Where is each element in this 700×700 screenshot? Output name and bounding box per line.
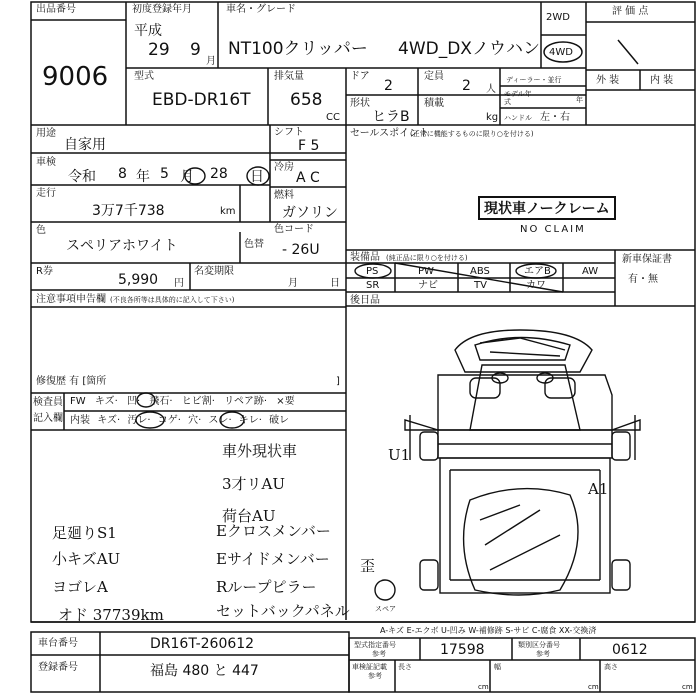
check-chip: 飛石 bbox=[149, 396, 170, 407]
notes-label: 注意事項申告欄 bbox=[36, 294, 106, 305]
model-year-unit: 年 bbox=[576, 96, 583, 104]
note-3ori: 3才リAU bbox=[222, 475, 286, 493]
model-code: EBD-DR16T bbox=[152, 90, 251, 110]
inspection-month: 5 bbox=[160, 166, 169, 182]
category-number: 0612 bbox=[612, 642, 648, 658]
displacement: 658 bbox=[290, 90, 323, 110]
note-scratch: 小キズAU bbox=[52, 550, 121, 568]
length-label: 長さ bbox=[398, 663, 412, 671]
recycle-fee: 5,990 bbox=[118, 272, 159, 288]
handle-label: ハンドル bbox=[504, 114, 532, 122]
aircon-label: 冷房 bbox=[274, 162, 294, 173]
check-dent: 凹 bbox=[127, 396, 137, 407]
equipment-note: (純正品に限り○を付ける) bbox=[386, 254, 468, 262]
inspector-label: 検査員 bbox=[33, 397, 63, 408]
entry-label: 記入欄 bbox=[33, 413, 63, 424]
repair-close: ] bbox=[336, 376, 340, 387]
reg-year: 29 bbox=[148, 40, 170, 60]
inspection-day-unit: 日 bbox=[250, 169, 264, 185]
check-needed: ×要 bbox=[276, 396, 295, 407]
note-side-mark: 歪 bbox=[360, 557, 376, 575]
capacity: 2 bbox=[462, 78, 471, 94]
note-side-member: Eサイドメンバー bbox=[216, 550, 330, 568]
check-stain: 汚レ bbox=[127, 415, 148, 426]
equip-tv: TV bbox=[474, 280, 487, 291]
damage-legend: A-キズ E-エクボ U-凹み W-補修跡 S-サビ C-腐食 XX-交換済 bbox=[380, 626, 597, 635]
recycle-yen: 円 bbox=[174, 278, 184, 289]
type-designation-label: 型式指定番号 bbox=[354, 641, 396, 649]
aircon: A C bbox=[296, 170, 320, 186]
mark-u1: U1 bbox=[388, 446, 411, 464]
interior-label: 内 装 bbox=[650, 75, 674, 86]
equip-pw: PW bbox=[418, 266, 434, 277]
car-name-label: 車名・グレード bbox=[226, 4, 296, 15]
note-dirt: ヨゴレA bbox=[52, 578, 108, 596]
color-code: - 26U bbox=[282, 242, 320, 258]
type-designation: 17598 bbox=[440, 642, 485, 658]
inspection-era: 令和 bbox=[68, 169, 96, 185]
repair-history: 修復歴 有 [箇所 bbox=[36, 376, 107, 387]
model-label: 型式 bbox=[134, 71, 154, 82]
reg-number: 福島 480 と 447 bbox=[150, 663, 259, 679]
check-interior: 内装 bbox=[70, 415, 90, 426]
equip-aw: AW bbox=[582, 266, 599, 277]
check-in-kizu: キズ bbox=[97, 415, 117, 426]
meigi-day: 日 bbox=[330, 278, 340, 289]
inspection-day: 28 bbox=[210, 166, 228, 182]
category-ref: 参考 bbox=[536, 650, 550, 658]
doors: 2 bbox=[384, 78, 393, 94]
check-burn: コゲ bbox=[157, 415, 178, 426]
after-items-label: 後日品 bbox=[350, 295, 380, 306]
usage: 自家用 bbox=[64, 137, 106, 153]
recycle-label: R券 bbox=[36, 266, 53, 277]
equip-sr: SR bbox=[366, 280, 380, 291]
check-kizu: キズ bbox=[94, 396, 115, 407]
reg-month-unit: 月 bbox=[206, 56, 216, 67]
dims-ref: 参考 bbox=[368, 672, 382, 680]
displacement-label: 排気量 bbox=[274, 71, 304, 82]
notes-sub: (不良各所等は具体的に記入して下さい) bbox=[110, 296, 235, 304]
meigi-label: 名変期限 bbox=[194, 266, 234, 277]
exterior-checklist: FW キズ· 凹· 飛石· ヒビ割· リペア跡· ×要 bbox=[70, 396, 295, 407]
check-cut: キレ bbox=[238, 415, 259, 426]
mileage: 3万7千738 bbox=[92, 203, 165, 219]
usage-label: 用途 bbox=[36, 128, 56, 139]
person-unit: 人 bbox=[486, 84, 496, 95]
sales-point-note: (正常に機能するものに限り○を付ける) bbox=[410, 130, 534, 138]
equip-abs: ABS bbox=[470, 266, 490, 277]
reg-month: 9 bbox=[190, 40, 201, 60]
color-code-label: 色コード bbox=[274, 224, 314, 235]
capacity-label: 定員 bbox=[424, 71, 444, 82]
frame-number-label: 車台番号 bbox=[38, 638, 78, 649]
width-unit: cm bbox=[588, 683, 599, 691]
height-unit: cm bbox=[682, 683, 693, 691]
claim-stamp-english: NO CLAIM bbox=[520, 224, 586, 235]
first-reg-label: 初度登録年月 bbox=[132, 4, 192, 15]
frame-number: DR16T-260612 bbox=[150, 636, 255, 652]
spare-label: スペア bbox=[375, 605, 396, 613]
shape-label: 形状 bbox=[350, 98, 370, 109]
color-label: 色 bbox=[36, 225, 46, 236]
equip-leather: カワ bbox=[526, 280, 546, 291]
new-warranty-value: 有・無 bbox=[628, 274, 658, 285]
check-fw: FW bbox=[70, 396, 86, 407]
length-unit: cm bbox=[478, 683, 489, 691]
load-unit: kg bbox=[486, 112, 499, 123]
check-crack: ヒビ割 bbox=[181, 396, 212, 407]
equip-navi: ナビ bbox=[418, 280, 438, 291]
type-designation-ref: 参考 bbox=[372, 650, 386, 658]
load-label: 積載 bbox=[424, 98, 444, 109]
equip-airbag: エアB bbox=[524, 266, 551, 277]
claim-stamp: 現状車ノークレーム bbox=[478, 196, 616, 220]
interior-checklist: 内装 キズ· 汚レ· コゲ· 穴· スレ· キレ· 破レ bbox=[70, 415, 290, 426]
color-change-label: 色替 bbox=[244, 239, 264, 250]
note-bed: 荷台AU bbox=[222, 507, 276, 525]
mileage-unit: km bbox=[220, 206, 236, 217]
dims-label: 車検証記載 bbox=[352, 663, 387, 671]
note-setback: セットバックパネル bbox=[216, 602, 350, 620]
model-year-label: モデル年式 bbox=[504, 90, 532, 106]
check-wear: スレ bbox=[208, 415, 229, 426]
note-cross-member: Eクロスメンバー bbox=[216, 522, 331, 540]
meigi-month: 月 bbox=[288, 278, 298, 289]
inspection-year-unit: 年 bbox=[136, 169, 150, 185]
color: スペリアホワイト bbox=[66, 238, 178, 254]
lot-label: 出品番号 bbox=[36, 4, 76, 15]
width-label: 幅 bbox=[494, 663, 501, 671]
check-repair: リペア跡 bbox=[224, 396, 264, 407]
fuel-label: 燃料 bbox=[274, 190, 294, 201]
cc-unit: CC bbox=[326, 112, 340, 123]
inspection-month-unit: 月 bbox=[180, 169, 194, 185]
equipment-label: 装備品 bbox=[350, 252, 380, 263]
note-odometer: オド 37739km bbox=[58, 606, 164, 624]
inspection-label: 車検 bbox=[36, 157, 56, 168]
note-as-is: 車外現状車 bbox=[222, 442, 298, 460]
shift: F 5 bbox=[298, 138, 320, 154]
drive-4wd: 4WD bbox=[549, 47, 573, 58]
fuel: ガソリン bbox=[282, 205, 338, 221]
doors-label: ドア bbox=[350, 71, 370, 82]
shape: ヒラB bbox=[372, 109, 410, 125]
reg-number-label: 登録番号 bbox=[38, 662, 78, 673]
category-label: 類別区分番号 bbox=[518, 641, 560, 649]
shift-label: シフト bbox=[274, 127, 304, 138]
sales-point-label: セールスポイント bbox=[350, 128, 430, 139]
check-tear: 破レ bbox=[269, 415, 290, 426]
dealer-label: ディーラー・並行 bbox=[506, 76, 562, 84]
mileage-label: 走行 bbox=[36, 188, 56, 199]
car-name: NT100クリッパー bbox=[228, 39, 368, 59]
note-roof-pillar: Rループピラー bbox=[216, 578, 317, 596]
drive-2wd: 2WD bbox=[546, 12, 570, 23]
equip-ps: PS bbox=[366, 266, 379, 277]
check-hole: 穴 bbox=[188, 415, 199, 426]
lot-number: 9006 bbox=[42, 62, 109, 92]
car-grade: 4WD_DXノウハン bbox=[398, 39, 540, 59]
height-label: 高さ bbox=[604, 663, 618, 671]
inspection-year: 8 bbox=[118, 166, 127, 182]
new-warranty-label: 新車保証書 bbox=[622, 254, 672, 265]
handle: 左・右 bbox=[540, 112, 570, 123]
note-suspension: 足廻りS1 bbox=[52, 524, 117, 542]
reg-era: 平成 bbox=[134, 23, 162, 39]
rating-label: 評 価 点 bbox=[612, 6, 649, 17]
exterior-label: 外 装 bbox=[596, 75, 620, 86]
mark-a1: A1 bbox=[588, 480, 609, 498]
